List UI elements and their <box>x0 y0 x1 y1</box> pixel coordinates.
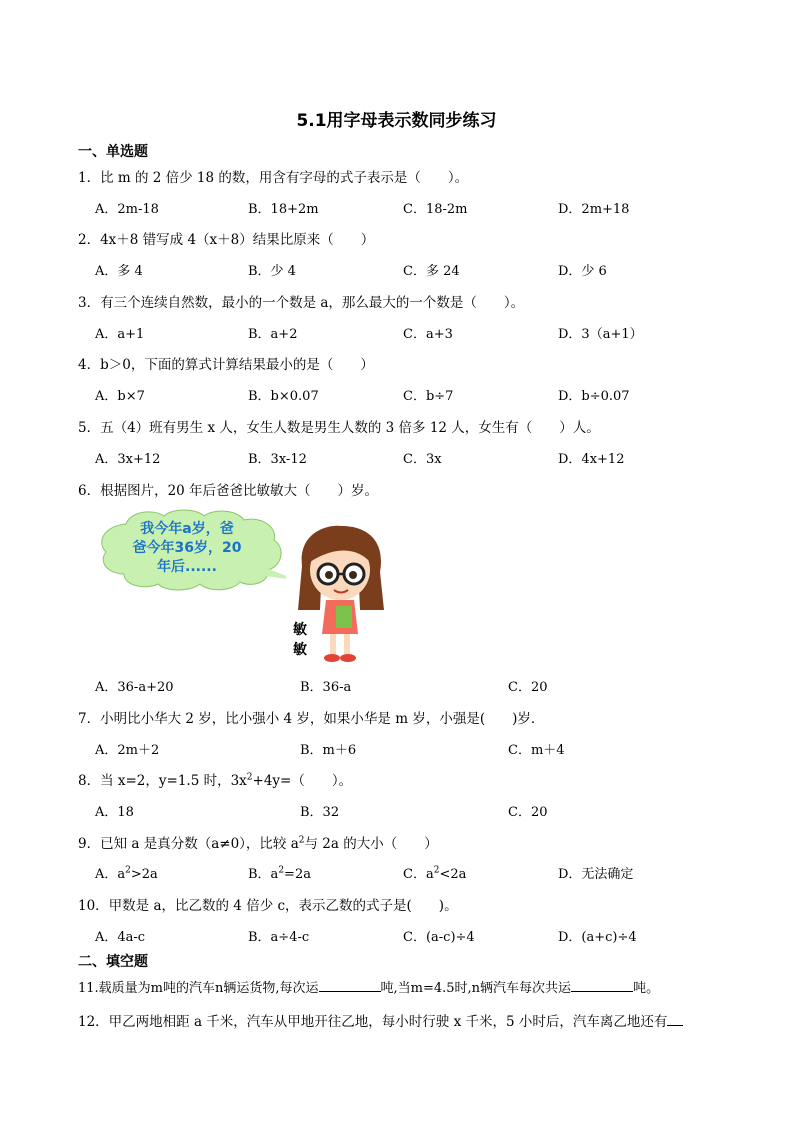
question-12 <box>78 1010 683 1030</box>
q9a-exp: 2 <box>125 865 131 876</box>
question-1-option-a: A．2m-18 <box>95 202 159 217</box>
question-5-stem: 5．五（4）班有男生 x 人，女生人数是男生人数的 3 倍多 12 人，女生有（ ）人。 <box>78 420 600 436</box>
question-7-stem: 7．小明比小华大 2 岁，比小强小 4 岁，如果小华是 m 岁，小强是( )岁． <box>78 711 545 727</box>
question-6-option-b: B．36-a <box>300 680 352 695</box>
question-3-option-d: D．3（a+1） <box>558 327 643 342</box>
q9c-exp: 2 <box>433 865 440 876</box>
question-6-stem: 6．根据图片，20 年后爸爸比敏敏大（ ）岁。 <box>78 483 379 499</box>
q9b-part2: =2a <box>284 867 311 882</box>
question-10-option-c: C．(a-c)÷4 <box>403 930 475 945</box>
question-9-option-b <box>248 863 311 882</box>
question-2-option-c: C．多 24 <box>403 264 460 279</box>
question-6-option-c: C．20 <box>508 680 548 695</box>
question-10-option-a: A．4a-c <box>95 930 146 945</box>
page-title: 5.1用字母表示数同步练习 <box>296 111 497 131</box>
section-heading-single-choice: 一、单选题 <box>78 144 148 160</box>
question-8-exponent: 2 <box>246 772 253 783</box>
question-2-stem: 2．4x＋8 错写成 4（x＋8）结果比原来（ ） <box>78 232 375 248</box>
q9b-exp: 2 <box>278 865 285 876</box>
question-1-stem: 1．比 m 的 2 倍少 18 的数，用含有字母的式子表示是（ ）。 <box>78 170 469 186</box>
question-3-option-b: B．a+2 <box>248 327 298 342</box>
question-11-part2: 吨,当m=4.5时,n辆汽车每次共运 <box>380 981 572 996</box>
question-11 <box>78 977 659 996</box>
bubble-line-1: 我今年a岁，爸 <box>140 521 234 537</box>
q9a-part1: A．a <box>95 867 126 882</box>
question-7-option-c: C．m＋4 <box>508 743 565 758</box>
question-2-option-d: D．少 6 <box>558 264 607 279</box>
question-5-option-d: D．4x+12 <box>558 452 625 467</box>
girl-name-label <box>293 620 307 660</box>
question-11-part3: 吨。 <box>633 981 660 996</box>
question-1-option-b: B．18+2m <box>248 202 319 217</box>
question-9-option-c <box>403 863 466 882</box>
question-10-stem: 10．甲数是 a，比乙数的 4 倍少 c，表示乙数的式子是( )。 <box>78 898 458 914</box>
question-3-option-a: A．a+1 <box>95 327 145 342</box>
question-4-option-c: C．b÷7 <box>403 389 454 404</box>
question-4-option-b: B．b×0.07 <box>248 389 319 404</box>
question-2-option-b: B．少 4 <box>248 264 296 279</box>
question-8-stem-part1: 8．当 x=2，y=1.5 时，3x <box>78 773 247 789</box>
question-6-option-a: A．36-a+20 <box>95 680 174 695</box>
question-5-option-c: C．3x <box>403 452 442 467</box>
section-heading-fill-in: 二、填空题 <box>78 954 148 970</box>
speech-bubble <box>96 508 286 592</box>
question-9-stem-part1: 9．已知 a 是真分数（a≠0），比较 a <box>78 836 299 852</box>
question-4-stem: 4．b＞0，下面的算式计算结果最小的是（ ） <box>78 357 374 373</box>
answer-blank-3[interactable] <box>667 1011 683 1026</box>
answer-blank-2[interactable] <box>571 977 633 992</box>
question-8-stem <box>78 769 352 789</box>
q9b-part1: B．a <box>248 867 279 882</box>
question-1-option-c: C．18-2m <box>403 202 468 217</box>
question-7-option-a: A．2m＋2 <box>95 743 160 758</box>
question-8-stem-part2: +4y=（ ）。 <box>252 773 353 789</box>
question-10-option-b: B．a÷4-c <box>248 930 310 945</box>
question-5-option-b: B．3x-12 <box>248 452 307 467</box>
question-4-option-d: D．b÷0.07 <box>558 389 630 404</box>
answer-blank-1[interactable] <box>319 977 381 992</box>
question-3-stem: 3．有三个连续自然数，最小的一个数是 a，那么最大的一个数是（ ）。 <box>78 295 525 311</box>
question-8-option-b: B．32 <box>300 805 340 820</box>
question-9-option-a <box>95 863 158 882</box>
question-12-text: 12．甲乙两地相距 a 千米，汽车从甲地开往乙地，每小时行驶 x 千米，5 小时后，汽车离乙地还有 <box>78 1014 668 1030</box>
question-10-option-d: D．(a+c)÷4 <box>558 930 637 945</box>
question-7-option-b: B．m＋6 <box>300 743 357 758</box>
question-11-part1: 11.载质量为m吨的汽车n辆运货物,每次运 <box>78 981 319 996</box>
question-2-option-a: A．多 4 <box>95 264 143 279</box>
girl-name-line-2: 敏 <box>293 642 307 658</box>
q9c-part2: <2a <box>439 867 467 882</box>
question-4-option-a: A．b×7 <box>95 389 145 404</box>
question-5-option-a: A．3x+12 <box>95 452 161 467</box>
bubble-line-3: 年后...... <box>157 559 217 575</box>
bubble-line-2: 爸今年36岁，20 <box>132 540 242 556</box>
question-8-option-c: C．20 <box>508 805 548 820</box>
q9a-part2: >2a <box>130 867 158 882</box>
question-9-option-d: D．无法确定 <box>558 867 634 882</box>
question-9-stem-part2: 与 2a 的大小（ ） <box>304 836 438 852</box>
question-9-exponent: 2 <box>298 835 305 846</box>
girl-name-line-1: 敏 <box>293 622 307 638</box>
question-8-option-a: A．18 <box>95 805 134 820</box>
question-9-stem <box>78 832 438 852</box>
question-3-option-c: C．a+3 <box>403 327 453 342</box>
question-1-option-d: D．2m+18 <box>558 202 630 217</box>
q9c-part1: C．a <box>403 867 434 882</box>
